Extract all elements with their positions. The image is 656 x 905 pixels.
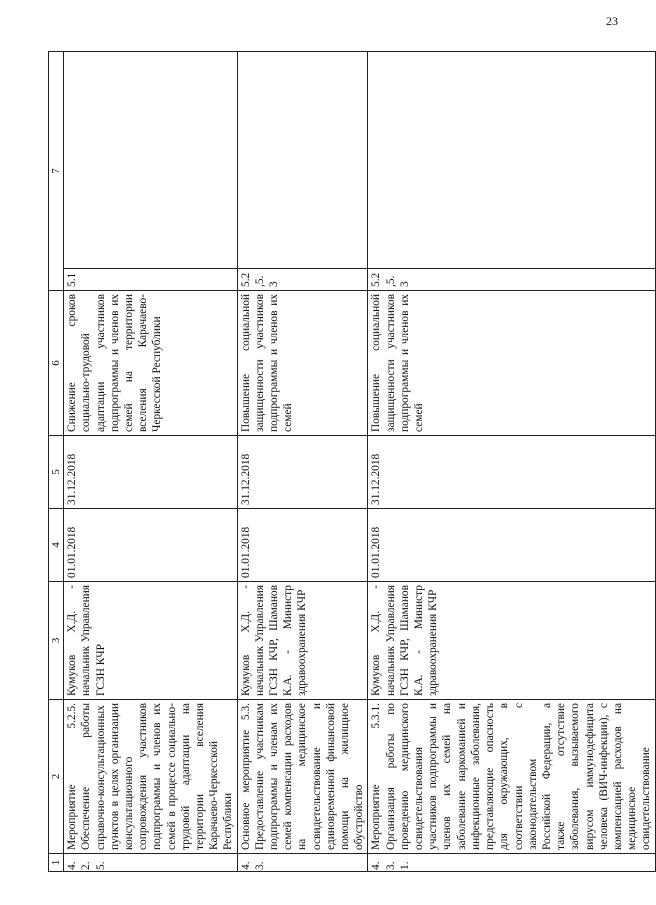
activity-cell: Основное мероприятие 5.3. Предоставление участникам подпрограммы и членам их семей компенсации расходов на медицинское освидетельствование и единовременной финансовой помощи на жилищное обустройство — [237, 700, 368, 854]
table-row — [64, 52, 237, 872]
row-number: 4.3.1. — [368, 854, 655, 872]
end-date-cell: 31.12.2018 — [368, 436, 655, 509]
start-date-cell: 01.01.2018 — [237, 509, 368, 582]
header-cell: 2 — [49, 700, 64, 854]
result-cell: Снижение сроков социально-трудовой адаптации участников подпрограммы и членов их семей на территории вселения Карачаево-Черкесской Республики — [64, 291, 237, 436]
header-row — [49, 52, 64, 872]
activity-cell: Мероприятие 5.2.5. Обеспечение работы справочно-консультационных пунктов в целях организации консультационного сопровождения участников подпрограммы и членов их семей в процессе социально-трудовой адаптации на территории вселения Карачаево-Черкесской Республики — [64, 700, 237, 854]
table-row — [368, 52, 655, 872]
header-cell: 3 — [49, 582, 64, 700]
activities-table — [48, 51, 656, 872]
end-date-cell: 31.12.2018 — [237, 436, 368, 509]
empty-cell — [368, 52, 655, 269]
header-cell: 6 — [49, 291, 64, 436]
activity-cell: Мероприятие 5.3.1. Организация работы по проведению медицинского освидетельствования участников подпрограммы и членов их семей на заболевание наркоманией и инфекционные заболевания, представляющие опасность для окружающих, в соответствии с законодательством Российской Федерации, а также отсутствие заболевания, вызываемого вирусом иммунодефицита человека (ВИЧ-инфекции), с компенсацией расходов на медицинское освидетельствование — [368, 700, 655, 854]
row-number: 4.2.5. — [64, 854, 237, 872]
result-cell: Повышение социальной защищенности участников подпрограммы и членов их семей — [237, 291, 368, 436]
end-date-cell: 31.12.2018 — [64, 436, 237, 509]
start-date-cell: 01.01.2018 — [368, 509, 655, 582]
empty-cell — [237, 52, 368, 269]
indicator-cell: 5.2,5.3 — [237, 269, 368, 291]
header-cell: 1 — [49, 854, 64, 872]
table-row — [237, 52, 368, 872]
indicator-cell: 5.2,5.3 — [368, 269, 655, 291]
empty-cell — [64, 52, 237, 269]
header-cell: 5 — [49, 436, 64, 509]
rotated-table-container — [48, 52, 653, 872]
responsible-cell: Кумуков Х.Д. - начальник Управления ГСЗН КЧР, Шаманов К.А. - Министр здравоохранения КЧР — [237, 582, 368, 700]
header-cell: 7 — [49, 52, 64, 291]
indicator-cell: 5.1 — [64, 269, 237, 291]
page-number: 23 — [606, 14, 618, 28]
result-cell: Повышение социальной защищенности участников подпрограммы и членов их семей — [368, 291, 655, 436]
responsible-cell: Кумуков Х.Д. - начальник Управления ГСЗН КЧР, Шаманов К.А. - Министр здравоохранения КЧР — [368, 582, 655, 700]
start-date-cell: 01.01.2018 — [64, 509, 237, 582]
row-number: 4.3. — [237, 854, 368, 872]
header-cell: 4 — [49, 509, 64, 582]
responsible-cell: Кумуков Х.Д. - начальник Управления ГСЗН КЧР — [64, 582, 237, 700]
